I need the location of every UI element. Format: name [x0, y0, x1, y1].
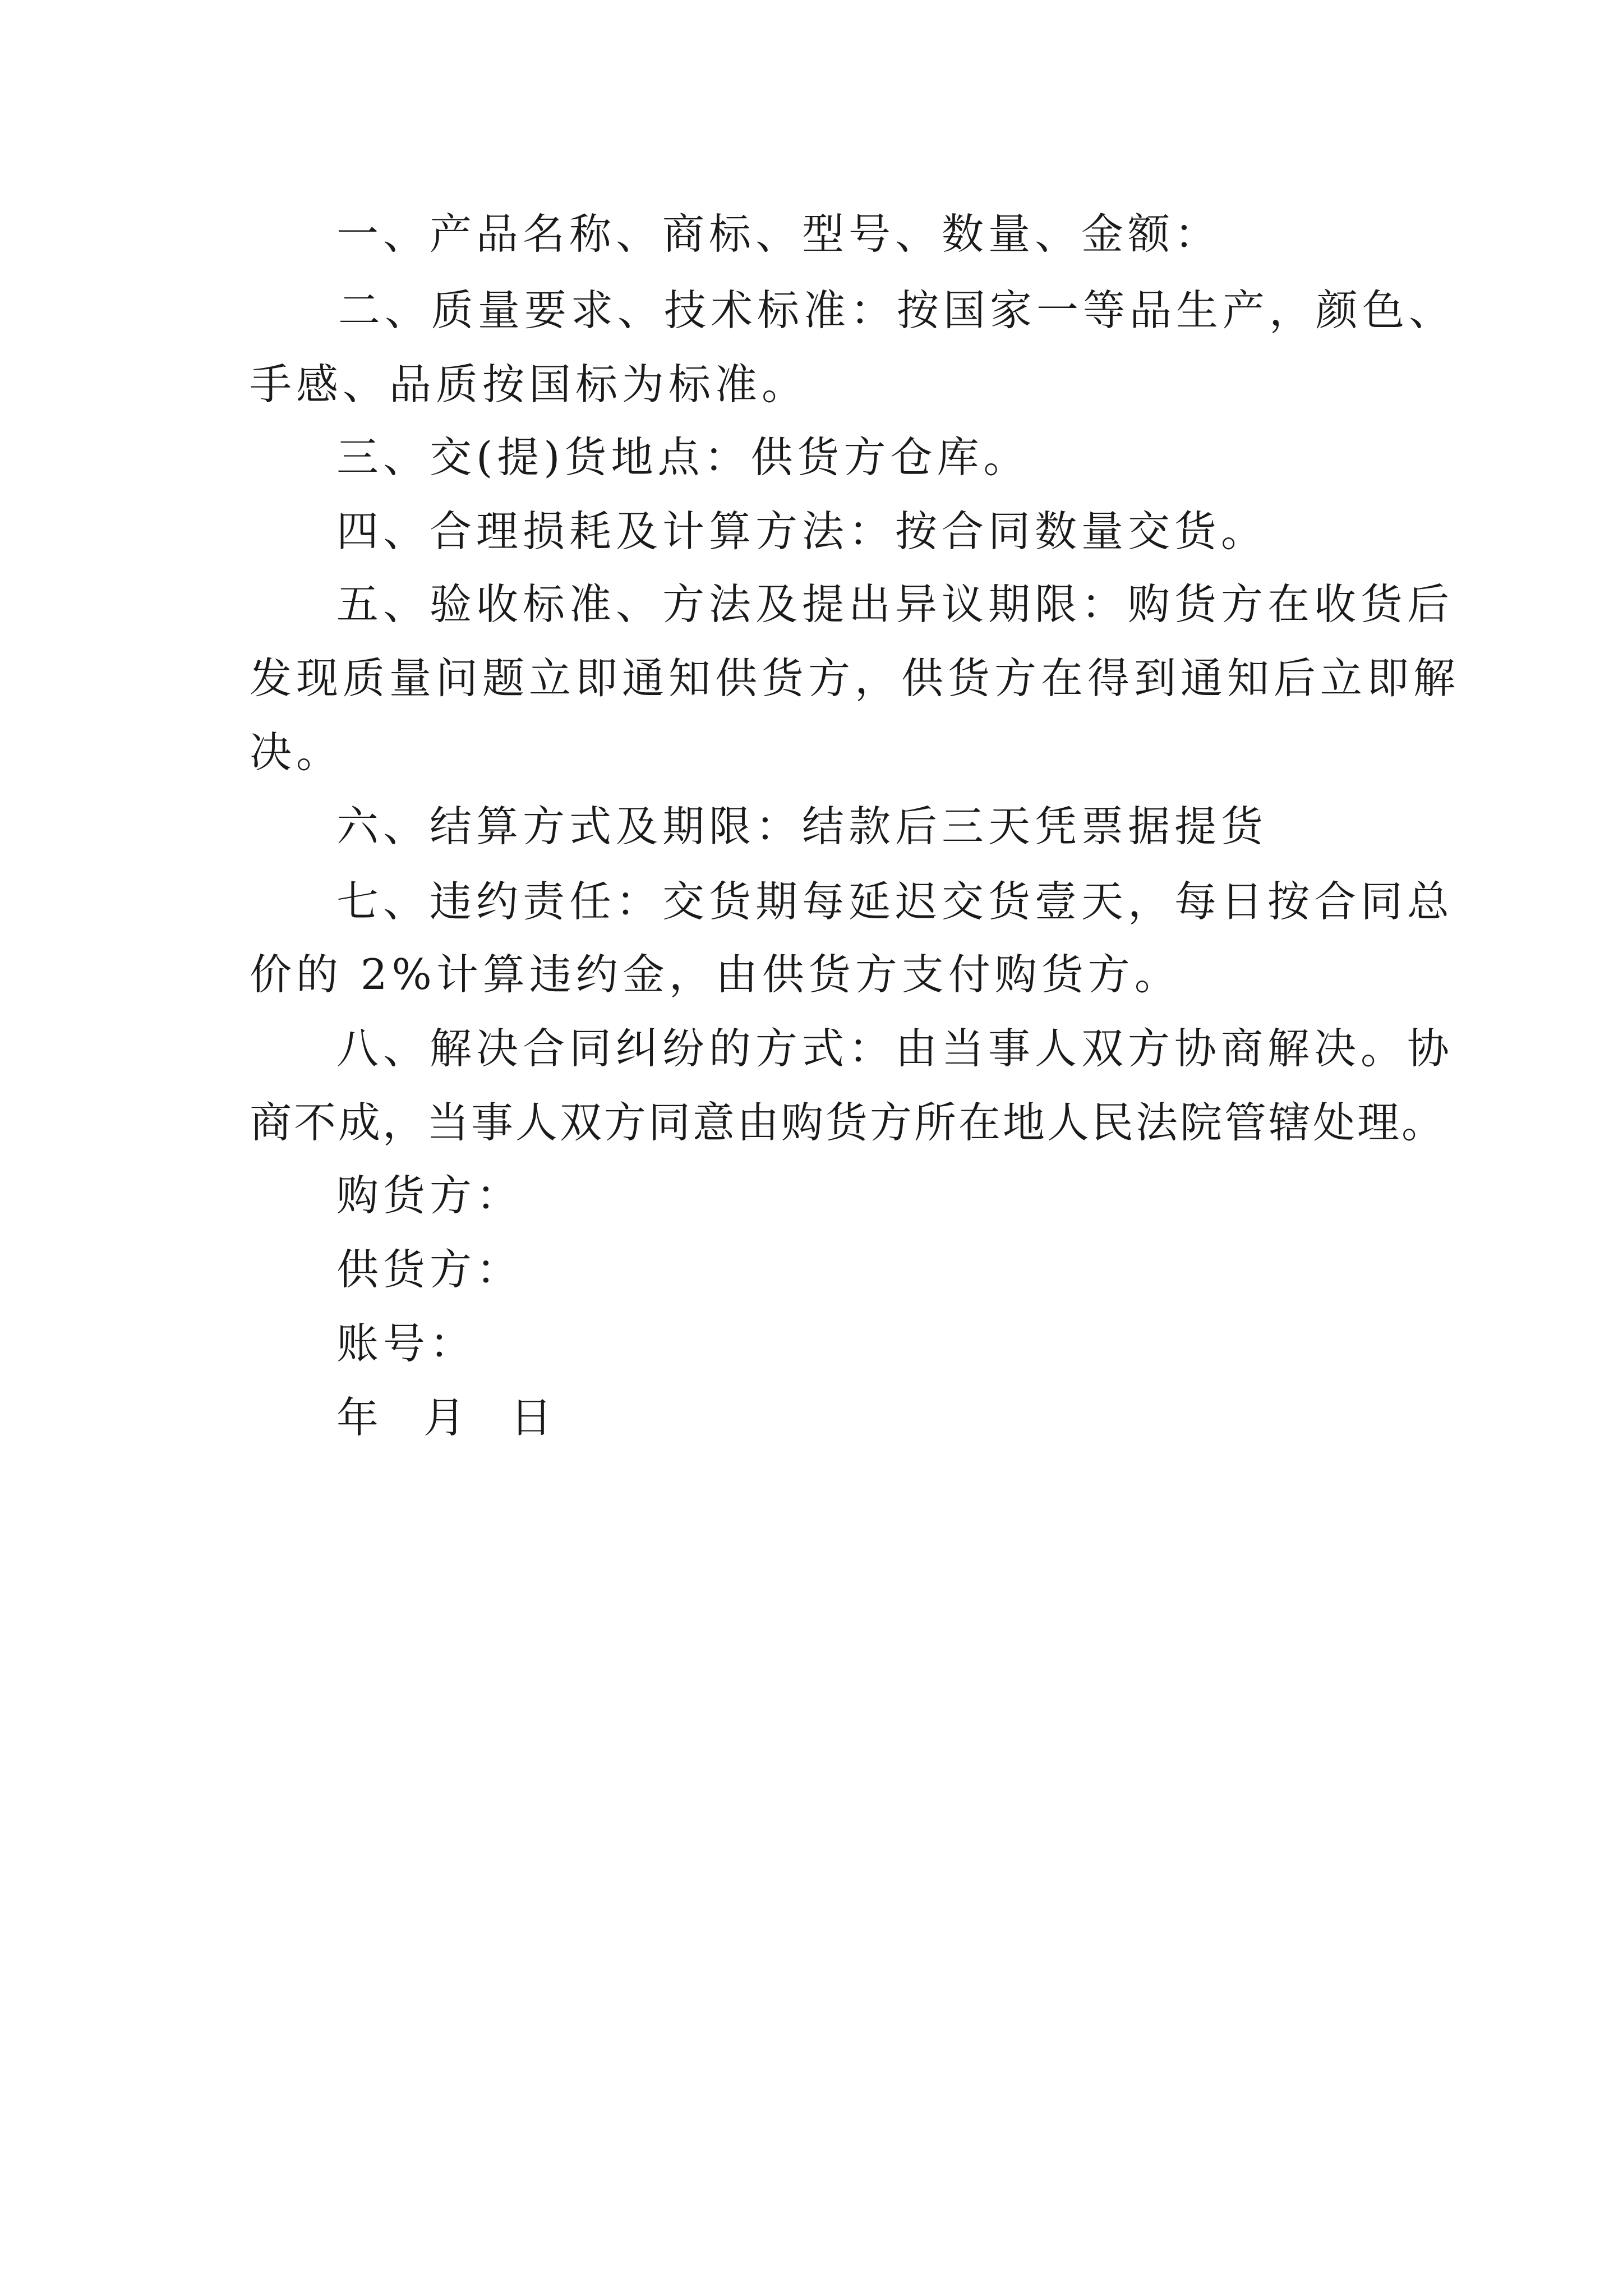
clause-2-quality-requirements: 二、质量要求、技术标准：按国家一等品生产，颜色、: [338, 286, 1456, 335]
signature-supplier: 供货方：: [336, 1245, 523, 1294]
signature-date: 年 月 日: [336, 1393, 557, 1442]
signature-account: 账号：: [336, 1319, 477, 1368]
signature-buyer: 购货方：: [336, 1171, 523, 1220]
clause-1-product-info: 一、产品名称、商标、型号、数量、金额：: [336, 209, 1221, 259]
clause-8-dispute-resolution: 八、解决合同纠纷的方式：由当事人双方协商解决。协: [336, 1024, 1454, 1073]
clause-5-acceptance-standard-end: 决。: [250, 728, 343, 777]
clause-2-quality-requirements-cont: 手感、品质按国标为标准。: [250, 360, 809, 409]
clause-7-breach-liability-cont: 价的 2%计算违约金，由供货方支付购货方。: [250, 950, 1181, 999]
clause-5-acceptance-standard: 五、验收标准、方法及提出异议期限：购货方在收货后: [336, 579, 1454, 629]
clause-3-delivery-location: 三、交(提)货地点：供货方仓库。: [336, 432, 1030, 482]
clause-6-settlement: 六、结算方式及期限：结款后三天凭票据提货: [336, 802, 1268, 851]
clause-8-dispute-resolution-cont: 商不成，当事人双方同意由购货方所在地人民法院管辖处理。: [250, 1098, 1446, 1147]
clause-5-acceptance-standard-cont: 发现质量问题立即通知供货方，供货方在得到通知后立即解: [250, 654, 1460, 703]
clause-7-breach-liability: 七、违约责任：交货期每延迟交货壹天，每日按合同总: [336, 877, 1454, 926]
clause-4-loss-calculation: 四、合理损耗及计算方法：按合同数量交货。: [336, 507, 1268, 556]
